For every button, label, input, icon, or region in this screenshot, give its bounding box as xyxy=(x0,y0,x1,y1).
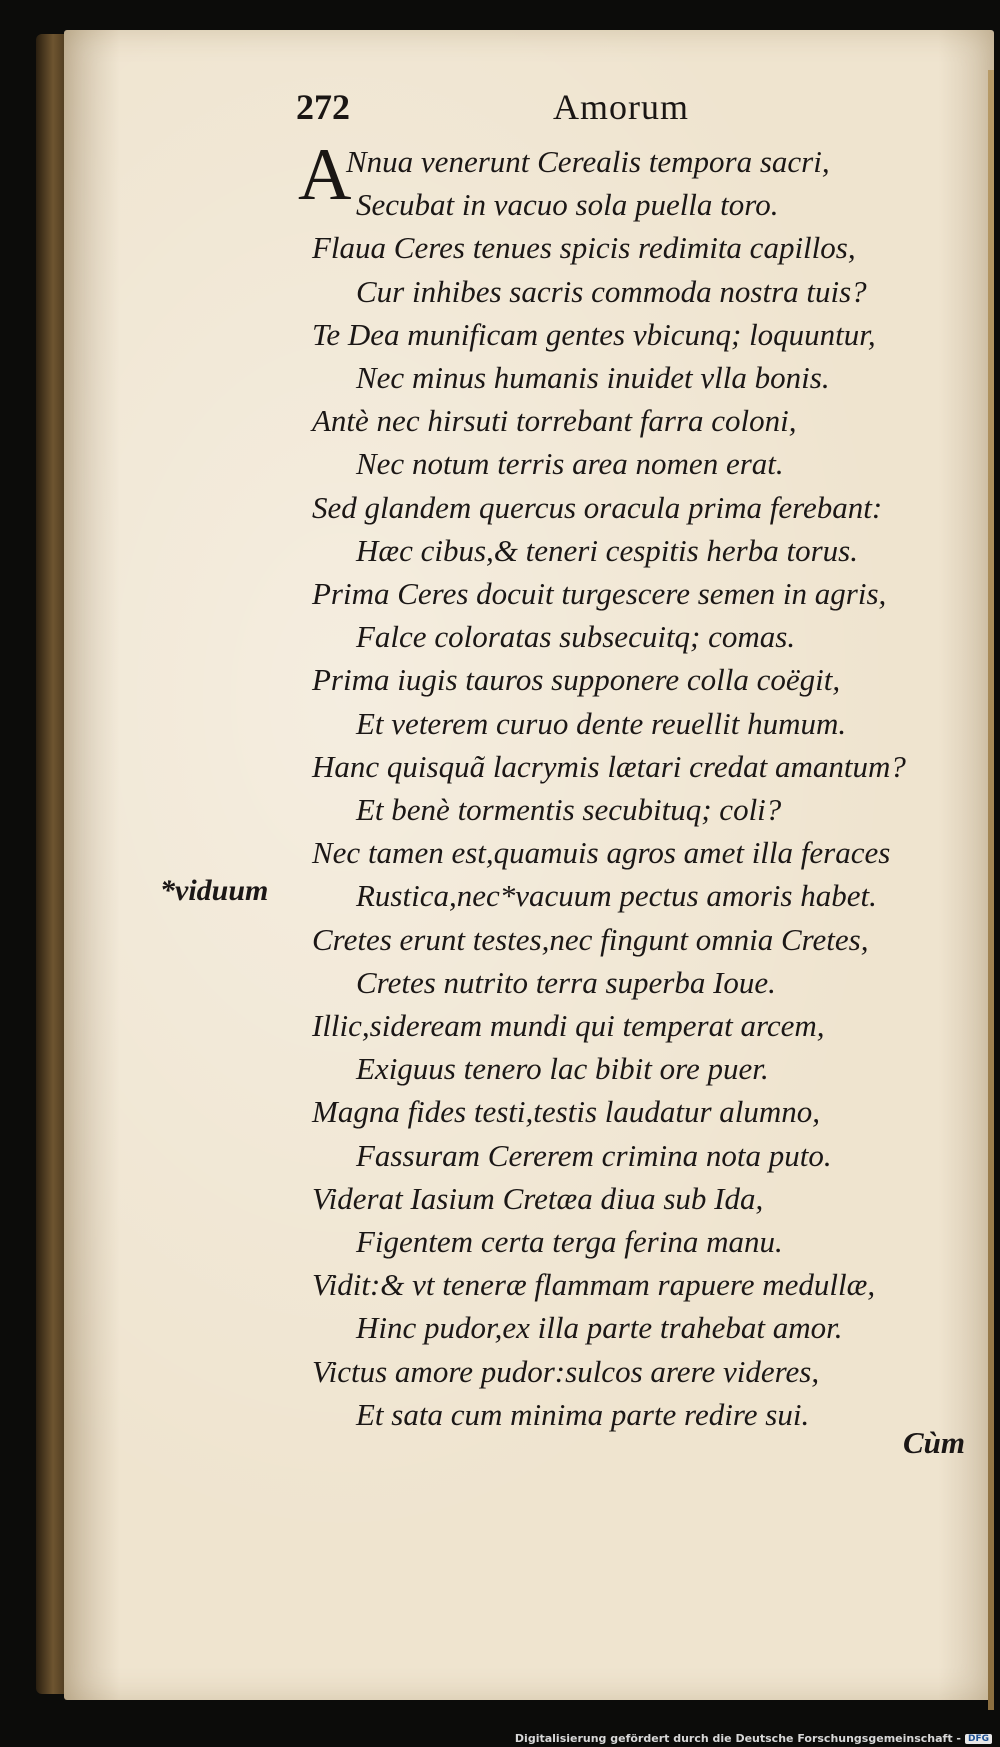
verse-line: Te Dea munificam gentes vbicunq; loquuntur, xyxy=(312,316,876,352)
verse-line: Cretes nutrito terra superba Ioue. xyxy=(356,964,776,1000)
verse-line: Victus amore pudor:sulcos arere videres, xyxy=(312,1353,820,1389)
verse-line: Exiguus tenero lac bibit ore puer. xyxy=(356,1051,769,1087)
verse-line: Hæc cibus,& teneri cespitis herba torus. xyxy=(356,532,858,568)
verse-line: Secubat in vacuo sola puella toro. xyxy=(356,187,779,223)
verse-line: Nec notum terris area nomen erat. xyxy=(356,446,784,482)
verse-line: Antè nec hirsuti torrebant farra coloni, xyxy=(312,403,797,439)
verse-line: Vidit:& vt teneræ flammam rapuere medullæ, xyxy=(312,1267,876,1303)
drop-cap: A xyxy=(298,134,352,216)
verse-line: Nec tamen est,quamuis agros amet illa feraces xyxy=(312,835,891,871)
verse-line: Cretes erunt testes,nec fingunt omnia Cretes, xyxy=(312,921,869,957)
verse-line: Viderat Iasium Cretæa diua sub Ida, xyxy=(312,1180,764,1216)
verse-line: Hinc pudor,ex illa parte trahebat amor. xyxy=(356,1310,843,1346)
verse-line: Et veterem curuo dente reuellit humum. xyxy=(356,705,847,741)
verse-line: Flaua Ceres tenues spicis redimita capillos, xyxy=(312,230,856,266)
catchword: Cùm xyxy=(903,1425,966,1460)
verse-line: Nnua venerunt Cerealis tempora sacri, xyxy=(346,144,830,179)
dfg-logo: DFG xyxy=(965,1734,992,1744)
marginal-note: *viduum xyxy=(160,874,269,907)
footer-credit-text: Digitalisierung gefördert durch die Deutsche Forschungsgemeinschaft - xyxy=(514,1732,961,1745)
verse-line: Illic,sideream mundi qui temperat arcem, xyxy=(312,1008,825,1043)
verse-line: Prima iugis tauros supponere colla coëgit, xyxy=(312,662,841,698)
verse-line: Figentem certa terga ferina manu. xyxy=(356,1224,783,1259)
verse-line: Cur inhibes sacris commoda nostra tuis? xyxy=(356,273,867,309)
footer-credit xyxy=(515,1732,992,1745)
verse-line: Falce coloratas subsecuitq; comas. xyxy=(356,619,796,655)
running-title: Amorum xyxy=(553,87,689,127)
verse-line: Nec minus humanis inuidet vlla bonis. xyxy=(356,360,830,395)
verse-line: Sed glandem quercus oracula prima ferebant: xyxy=(312,489,883,525)
page-number: 272 xyxy=(296,87,350,127)
verse-line: Et benè tormentis secubituq; coli? xyxy=(356,792,782,827)
verse-line: Prima Ceres docuit turgescere semen in agris, xyxy=(312,576,887,611)
verse-line: Et sata cum minima parte redire sui. xyxy=(356,1396,810,1432)
verse-line: Magna fides testi,testis laudatur alumno, xyxy=(312,1094,821,1130)
verse-line: Hanc quisquã lacrymis lætari credat amantum? xyxy=(312,748,906,784)
verse-line: Rustica,nec*vacuum pectus amoris habet. xyxy=(356,878,877,914)
verse-line: Fassuram Cererem crimina nota puto. xyxy=(356,1137,832,1173)
